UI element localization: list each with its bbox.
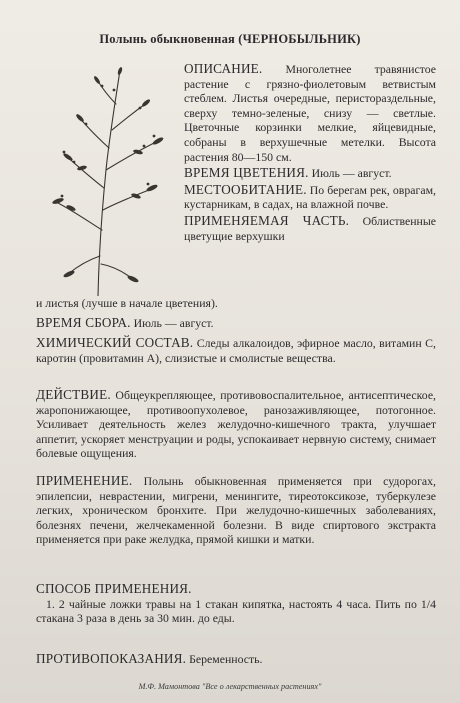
method-block [36,582,436,626]
application-heading: ПРИМЕНЕНИЕ. [36,473,133,488]
collection-text: Июль — август. [130,316,214,330]
chemistry-block [36,336,436,365]
habitat-text: По берегам рек, оврагам, кустарникам, в садах, на влажной почве. [184,182,436,212]
action-paragraph [36,388,436,461]
flowering-paragraph [184,166,436,181]
used-part-text-full: и листья (лучше в начале цветения). [36,296,218,310]
action-heading: ДЕЙСТВИЕ. [36,387,111,402]
chemistry-text: Следы алкалоидов, эфирное масло, витамин С, каротин (провитамин А), слизистые и смолистые вещества. [36,336,436,365]
collection-heading: ВРЕМЯ СБОРА. [36,315,131,330]
habitat-paragraph [184,183,436,212]
description-paragraph [184,62,436,164]
used-part-paragraph [184,214,436,243]
method-heading: СПОСОБ ПРИМЕНЕНИЯ. [36,581,192,596]
application-text: Полынь обыкновенная применяется при судорогах, эпилепсии, неврастении, мигрени, менингите, тиреотоксикозе, туберкулезе легких, хроническом бронхите. При желудочно-кишечных заболеваниях, болезнях печени, желчекаменной болезни. В виде спиртового экстракта применяется при раке желудка, прямой кишки и матки. [36,474,436,547]
description-heading: ОПИСАНИЕ. [184,61,263,76]
description-text: Многолетнее травянистое растение с грязно-фиолетовым ветвистым стеблем. Листья очередные, перистораздельные, сверху темно-зеленые, снизу — светлые. Цветочные корзинки мелкие, яйцевидные, собраны в верхушечные метелки. Высота растения 80—150 см. [184,62,436,164]
contra-text: Беременность. [186,652,263,666]
application-block [36,474,436,547]
collection-paragraph [36,316,436,331]
right-column [184,62,436,243]
action-text: Общеукрепляющее, противовоспалительное, антисептическое, жаропонижающее, противоопухолевое, ранозаживляющее, потогонное. Усиливает деятельность желез желудочно-кишечного тракта, улучшает аппетит, ускоряет менструации и роды, успокаивает нервную систему, снимает болевые ощущения. [36,388,436,461]
action-block [36,388,436,461]
flowering-text: Июль — август. [308,166,392,181]
page-title: Полынь обыкновенная (ЧЕРНОБЫЛЬНИК) [99,32,361,46]
used-part-continuation [36,296,436,311]
plant-illustration [36,60,176,296]
contra-heading: ПРОТИВОПОКАЗАНИЯ. [36,651,187,666]
used-part-text-right: Облиственные цветущие верхушки [184,213,436,243]
application-paragraph [36,474,436,547]
contra-block [36,652,436,667]
habitat-heading: МЕСТООБИТАНИЕ. [184,181,307,197]
flowering-heading: ВРЕМЯ ЦВЕТЕНИЯ. [184,165,309,181]
used-part-heading: ПРИМЕНЯЕМАЯ ЧАСТЬ. [184,212,350,228]
chemistry-paragraph [36,336,436,365]
collection-block [36,316,436,331]
contra-paragraph [36,652,436,667]
source-footer: М.Ф. Мамонтова "Все о лекарственных растениях" [138,682,322,691]
method-text: 1. 2 чайные ложки травы на 1 стакан кипятка, настоять 4 часа. Пить по 1/4 стакана 3 раза в день за 30 мин. до еды. [36,596,436,626]
chemistry-heading: ХИМИЧЕСКИЙ СОСТАВ. [36,335,194,350]
